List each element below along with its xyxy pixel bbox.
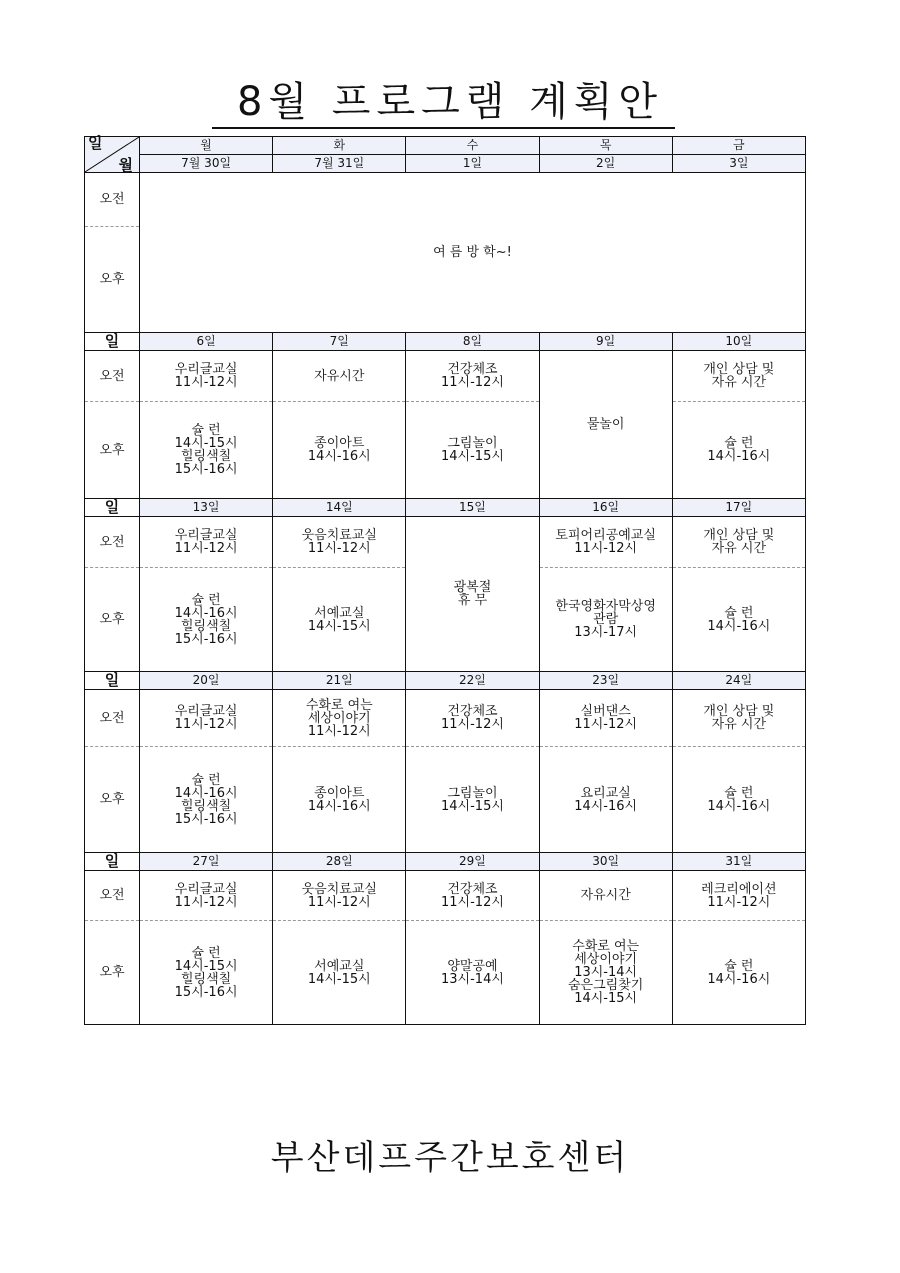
- program-cell: 건강체조 11시-12시: [406, 351, 539, 402]
- program-cell: 자유시간: [273, 351, 406, 402]
- program-cell: 자유시간: [539, 871, 672, 921]
- date-cell: 10일: [672, 333, 805, 351]
- date-cell: 23일: [539, 672, 672, 690]
- date-cell: 27일: [140, 853, 273, 871]
- date-cell: 1일: [406, 155, 539, 173]
- date-cell: 8일: [406, 333, 539, 351]
- date-cell: 20일: [140, 672, 273, 690]
- corner-cell: [85, 134, 140, 174]
- weekday-mon: 월: [140, 137, 273, 155]
- weekday-thu: 목: [539, 137, 672, 155]
- week-label: 일: [85, 333, 140, 351]
- week-label: 일: [85, 672, 140, 690]
- program-cell: 건강체조 11시-12시: [406, 690, 539, 747]
- program-calendar: [84, 136, 806, 1025]
- date-cell: 7일: [273, 333, 406, 351]
- date-row: [85, 853, 806, 871]
- date-cell: 24일: [672, 672, 805, 690]
- program-cell: 서예교실 14시-15시: [273, 568, 406, 672]
- pm-row: [85, 402, 806, 499]
- date-cell: 3일: [672, 155, 805, 173]
- corner-month-label: 월: [118, 156, 133, 174]
- holiday-cell: 광복절 휴 무: [406, 517, 539, 672]
- date-cell: 22일: [406, 672, 539, 690]
- date-cell: 29일: [406, 853, 539, 871]
- weekday-tue: 화: [273, 137, 406, 155]
- program-cell-merged: 물놀이: [539, 351, 672, 499]
- week-label: 일: [85, 499, 140, 517]
- pm-label: 오후: [85, 921, 140, 1025]
- week-label: 일: [85, 853, 140, 871]
- program-cell: 개인 상담 및 자유 시간: [672, 690, 805, 747]
- am-row: [85, 871, 806, 921]
- title-underline: [212, 127, 675, 129]
- pm-label: 오후: [85, 227, 140, 333]
- program-cell: 슐 런 14시-15시 힐링색칠 15시-16시: [140, 402, 273, 499]
- program-cell: 웃음치료교실 11시-12시: [273, 517, 406, 568]
- am-row: [85, 351, 806, 402]
- program-cell: 슐 런 14시-16시: [672, 921, 805, 1025]
- date-cell: 21일: [273, 672, 406, 690]
- program-cell: 슐 런 14시-16시 힐링색칠 15시-16시: [140, 568, 273, 672]
- program-cell: 웃음치료교실 11시-12시: [273, 871, 406, 921]
- pm-row: [85, 747, 806, 853]
- date-row: [85, 155, 806, 173]
- pm-label: 오후: [85, 402, 140, 499]
- program-cell: 실버댄스 11시-12시: [539, 690, 672, 747]
- date-cell: 30일: [539, 853, 672, 871]
- program-cell: 우리글교실 11시-12시: [140, 871, 273, 921]
- program-cell: 우리글교실 11시-12시: [140, 517, 273, 568]
- am-row: [85, 517, 806, 568]
- program-cell: 요리교실 14시-16시: [539, 747, 672, 853]
- date-cell: 9일: [539, 333, 672, 351]
- program-cell: 슐 런 14시-16시 힐링색칠 15시-16시: [140, 747, 273, 853]
- date-cell: 7월 31일: [273, 155, 406, 173]
- program-cell: 종이아트 14시-16시: [273, 402, 406, 499]
- program-cell: 종이아트 14시-16시: [273, 747, 406, 853]
- date-cell: 15일: [406, 499, 539, 517]
- am-label: 오전: [85, 351, 140, 402]
- date-row: [85, 333, 806, 351]
- weekday-fri: 금: [672, 137, 805, 155]
- program-cell: 개인 상담 및 자유 시간: [672, 517, 805, 568]
- program-cell: 양말공예 13시-14시: [406, 921, 539, 1025]
- weekday-wed: 수: [406, 137, 539, 155]
- program-cell: 그림놀이 14시-15시: [406, 402, 539, 499]
- program-cell: 서예교실 14시-15시: [273, 921, 406, 1025]
- program-cell: 슐 런 14시-16시: [672, 568, 805, 672]
- date-cell: 7월 30일: [140, 155, 273, 173]
- program-cell: 수화로 여는 세상이야기 11시-12시: [273, 690, 406, 747]
- date-row: [85, 672, 806, 690]
- program-cell: 우리글교실 11시-12시: [140, 690, 273, 747]
- am-row: [85, 173, 806, 227]
- am-row: [85, 690, 806, 747]
- date-cell: 13일: [140, 499, 273, 517]
- am-label: 오전: [85, 871, 140, 921]
- program-cell: 슐 런 14시-16시: [672, 747, 805, 853]
- program-cell: 건강체조 11시-12시: [406, 871, 539, 921]
- corner-day-label: 일: [88, 134, 103, 152]
- program-cell: 수화로 여는 세상이야기 13시-14시 숨은그림찾기 14시-15시: [539, 921, 672, 1025]
- summer-vacation-cell: 여 름 방 학~!: [140, 173, 806, 333]
- center-name-footer: 부산데프주간보호센터: [270, 1138, 630, 1178]
- program-cell: 슐 런 14시-15시 힐링색칠 15시-16시: [140, 921, 273, 1025]
- date-cell: 31일: [672, 853, 805, 871]
- date-cell: 28일: [273, 853, 406, 871]
- date-cell: 6일: [140, 333, 273, 351]
- pm-label: 오후: [85, 568, 140, 672]
- page-title: 8월 프로그램 계획안: [237, 79, 663, 125]
- pm-label: 오후: [85, 747, 140, 853]
- am-label: 오전: [85, 173, 140, 227]
- date-cell: 2일: [539, 155, 672, 173]
- program-cell: 개인 상담 및 자유 시간: [672, 351, 805, 402]
- date-cell: 16일: [539, 499, 672, 517]
- pm-row: [85, 921, 806, 1025]
- weekday-header-row: [85, 137, 806, 155]
- date-cell: 14일: [273, 499, 406, 517]
- program-cell: 슐 런 14시-16시: [672, 402, 805, 499]
- am-label: 오전: [85, 517, 140, 568]
- program-cell: 우리글교실 11시-12시: [140, 351, 273, 402]
- program-cell: 그림놀이 14시-15시: [406, 747, 539, 853]
- date-row: [85, 499, 806, 517]
- program-cell: 토피어리공예교실 11시-12시: [539, 517, 672, 568]
- date-cell: 17일: [672, 499, 805, 517]
- am-label: 오전: [85, 690, 140, 747]
- program-cell: 레크리에이션 11시-12시: [672, 871, 805, 921]
- program-cell: 한국영화자막상영 관람 13시-17시: [539, 568, 672, 672]
